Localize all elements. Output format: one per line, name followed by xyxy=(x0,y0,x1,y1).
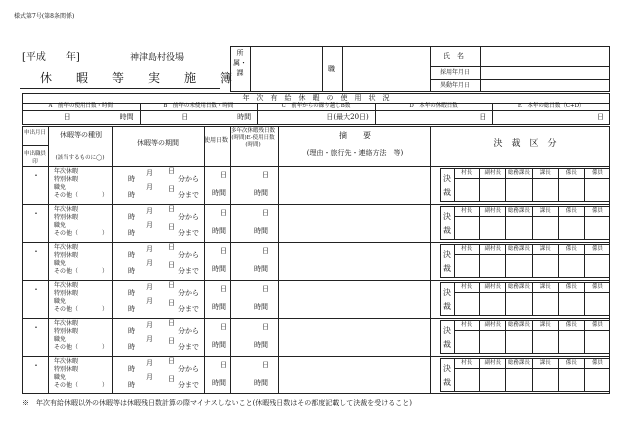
approver-seal-cell[interactable] xyxy=(559,216,585,240)
header-approver-seal: 申出職員印 xyxy=(24,151,47,165)
approver-title: 副村長 xyxy=(480,244,506,254)
approver-title: 課長 xyxy=(533,244,559,254)
summary-column-header: B 前年の未使用日数・時間 xyxy=(163,103,234,109)
approver-seal-cell[interactable] xyxy=(533,178,559,202)
approver-title: 総務課長 xyxy=(506,320,532,330)
approver-title: 副村長 xyxy=(480,168,506,178)
row-dot: ・ xyxy=(32,361,40,370)
days-used-unit: 日 xyxy=(220,323,227,331)
leave-type-option: 職免 xyxy=(54,298,67,305)
remaining-hours-unit: 時間 xyxy=(254,379,268,387)
approver-seal-cell[interactable] xyxy=(480,254,506,278)
period-from-part: 時 xyxy=(128,365,135,373)
period-from-part: 月 xyxy=(146,169,153,177)
approver-title: 係長 xyxy=(559,168,585,178)
approver-title: 村長 xyxy=(454,244,480,254)
period-from-part: 月 xyxy=(146,245,153,253)
remaining-days-unit: 日 xyxy=(262,171,269,179)
leave-type-option: 特別休暇 xyxy=(54,290,79,297)
approver-seal-cell[interactable] xyxy=(559,178,585,202)
period-to-part: 日 xyxy=(168,375,175,383)
approver-title: 係員 xyxy=(591,284,603,290)
approver-seal-cell[interactable] xyxy=(454,216,480,240)
leave-type-option: 特別休暇 xyxy=(54,366,79,373)
hours-used-unit: 時間 xyxy=(212,341,226,349)
period-to-part: 分まで xyxy=(178,267,199,275)
footnote: ※ 年次有給休暇以外の休暇等は休暇残日数計算の際マイナスしないこと(休暇残日数はその都度記載して決裁を受けること) xyxy=(22,399,413,407)
approver-title: 係長 xyxy=(559,206,585,216)
approver-seal-cell[interactable] xyxy=(454,368,480,392)
period-to-part: 日 xyxy=(168,185,175,193)
days-used-unit: 日 xyxy=(220,209,227,217)
period-from-part: 日 xyxy=(168,319,175,327)
approver-seal-cell[interactable] xyxy=(454,330,480,354)
leave-type-option: 特別休暇 xyxy=(54,214,79,221)
period-from-part: 時 xyxy=(128,251,135,259)
approver-grid xyxy=(454,168,610,202)
approver-grid xyxy=(454,320,610,354)
approver-seal-cell[interactable] xyxy=(454,254,480,278)
hours-used-unit: 時間 xyxy=(212,227,226,235)
leave-type-option: 特別休暇 xyxy=(54,252,79,259)
period-from-part: 分から xyxy=(178,175,199,183)
approver-seal-cell[interactable] xyxy=(506,254,532,278)
approver-seal-cell[interactable] xyxy=(506,292,532,316)
approver-seal-cell[interactable] xyxy=(480,178,506,202)
approver-title: 総務課長 xyxy=(506,168,532,178)
remaining-days-unit: 日 xyxy=(262,361,269,369)
approver-title: 係員 xyxy=(591,170,603,176)
remaining-days-unit: 日 xyxy=(262,247,269,255)
decision-label: 決裁 xyxy=(443,212,451,235)
summary-column-header: C 前年からの繰り越しB数 xyxy=(281,103,351,109)
summary-column-value: 日 時間 xyxy=(63,113,134,121)
approver-title: 課長 xyxy=(533,320,559,330)
leave-type-option: 職免 xyxy=(54,184,67,191)
period-to-part: 分まで xyxy=(178,381,199,389)
approver-title: 係長 xyxy=(559,358,585,368)
affiliation-label: 所属・課 xyxy=(233,49,247,77)
remaining-hours-unit: 時間 xyxy=(254,227,268,235)
period-to-part: 日 xyxy=(168,261,175,269)
header-summary-sub: (理由・旅行先・連絡方法 等) xyxy=(306,149,404,157)
remaining-days-unit: 日 xyxy=(262,323,269,331)
remaining-hours-unit: 時間 xyxy=(254,303,268,311)
approver-seal-cell[interactable] xyxy=(506,368,532,392)
approver-grid xyxy=(454,206,610,240)
period-to-part: 月 xyxy=(146,335,153,343)
period-to-part: 時 xyxy=(128,191,135,199)
leave-type-option: 職免 xyxy=(54,374,67,381)
summary-column-header: D 本年の休暇日数 xyxy=(409,103,458,109)
ledger-title: 休 暇 等 実 施 簿 xyxy=(40,71,233,85)
period-to-part: 時 xyxy=(128,343,135,351)
period-to-part: 日 xyxy=(168,223,175,231)
header-leave-type: 休暇等の種別 xyxy=(60,131,102,139)
leave-type-option: 特別休暇 xyxy=(54,176,79,183)
period-to-part: 時 xyxy=(128,267,135,275)
hours-used-unit: 時間 xyxy=(212,189,226,197)
hours-used-unit: 時間 xyxy=(212,379,226,387)
approver-title: 総務課長 xyxy=(506,282,532,292)
approver-seal-cell[interactable] xyxy=(559,292,585,316)
period-to-part: 分まで xyxy=(178,305,199,313)
leave-type-option: 職免 xyxy=(54,336,67,343)
approver-seal-cell[interactable] xyxy=(585,216,610,240)
row-dot: ・ xyxy=(32,323,40,332)
row-dot: ・ xyxy=(32,247,40,256)
leave-type-option: 特別休暇 xyxy=(54,328,79,335)
decision-label: 決裁 xyxy=(443,364,451,387)
approver-seal-cell[interactable] xyxy=(585,368,610,392)
approver-seal-cell[interactable] xyxy=(533,330,559,354)
period-to-part: 分まで xyxy=(178,343,199,351)
leave-type-option: 年次休暇 xyxy=(54,358,79,365)
period-from-part: 日 xyxy=(168,205,175,213)
hire-date-label: 採用年月日 xyxy=(440,69,471,76)
summary-column-header: A 前年の使用日数・時間 xyxy=(48,103,114,109)
days-used-unit: 日 xyxy=(220,247,227,255)
approver-title: 係員 xyxy=(591,246,603,252)
period-to-part: 日 xyxy=(168,299,175,307)
period-to-part: 月 xyxy=(146,183,153,191)
approver-seal-cell[interactable] xyxy=(533,368,559,392)
name-label: 氏 名 xyxy=(443,52,464,60)
approver-title: 村長 xyxy=(454,206,480,216)
decision-label: 決裁 xyxy=(443,174,451,197)
approver-seal-cell[interactable] xyxy=(506,178,532,202)
approver-seal-cell[interactable] xyxy=(559,368,585,392)
period-from-part: 月 xyxy=(146,321,153,329)
approver-grid xyxy=(454,358,610,392)
approver-seal-cell[interactable] xyxy=(585,178,610,202)
period-to-part: 時 xyxy=(128,229,135,237)
era-label: [平成 年] xyxy=(22,52,80,63)
period-from-part: 時 xyxy=(128,213,135,221)
approver-seal-cell[interactable] xyxy=(533,292,559,316)
summary-title: 年 次 有 給 休 暇 の 使 用 状 況 xyxy=(242,94,390,102)
period-from-part: 分から xyxy=(178,365,199,373)
period-from-part: 日 xyxy=(168,281,175,289)
approver-seal-cell[interactable] xyxy=(559,330,585,354)
remaining-days-unit: 日 xyxy=(262,209,269,217)
period-from-part: 日 xyxy=(168,167,175,175)
period-from-part: 月 xyxy=(146,283,153,291)
period-from-part: 時 xyxy=(128,327,135,335)
approver-title: 村長 xyxy=(454,320,480,330)
leave-type-option: その他（ ） xyxy=(54,344,109,351)
position-label: 職 xyxy=(328,65,335,73)
approver-title: 課長 xyxy=(533,168,559,178)
summary-column-value: 日 xyxy=(479,113,487,121)
header-days-used: 使用日数 xyxy=(204,137,229,144)
summary-column-value: 日 xyxy=(596,113,604,121)
employee-info-box xyxy=(230,46,610,92)
summary-column-value: 日(最大20日) xyxy=(326,113,369,121)
leave-type-option: その他（ ） xyxy=(54,382,109,389)
approver-title: 村長 xyxy=(454,358,480,368)
remaining-hours-unit: 時間 xyxy=(254,265,268,273)
approver-title: 係長 xyxy=(559,244,585,254)
period-from-part: 日 xyxy=(168,357,175,365)
approver-seal-cell[interactable] xyxy=(480,216,506,240)
approver-title: 係員 xyxy=(591,360,603,366)
period-from-part: 分から xyxy=(178,213,199,221)
approver-title: 総務課長 xyxy=(506,206,532,216)
leave-type-option: その他（ ） xyxy=(54,306,109,313)
approver-grid xyxy=(454,244,610,278)
approver-seal-cell[interactable] xyxy=(559,254,585,278)
approver-seal-cell[interactable] xyxy=(454,178,480,202)
leave-type-option: 年次休暇 xyxy=(54,206,79,213)
leave-type-option: その他（ ） xyxy=(54,268,109,275)
period-from-part: 分から xyxy=(178,327,199,335)
leave-type-option: 職免 xyxy=(54,222,67,229)
leave-type-option: 年次休暇 xyxy=(54,244,79,251)
leave-type-option: 年次休暇 xyxy=(54,282,79,289)
approver-grid xyxy=(454,282,610,316)
header-summary: 摘 要 xyxy=(339,131,371,140)
row-dot: ・ xyxy=(32,171,40,180)
approver-seal-cell[interactable] xyxy=(585,254,610,278)
title-underline xyxy=(20,88,220,89)
approver-seal-cell[interactable] xyxy=(506,216,532,240)
approver-seal-cell[interactable] xyxy=(506,330,532,354)
leave-type-option: 年次休暇 xyxy=(54,320,79,327)
approver-title: 係長 xyxy=(559,282,585,292)
remaining-days-unit: 日 xyxy=(262,285,269,293)
approver-title: 副村長 xyxy=(480,282,506,292)
period-from-part: 時 xyxy=(128,289,135,297)
decision-label: 決裁 xyxy=(443,288,451,311)
days-used-unit: 日 xyxy=(220,285,227,293)
period-to-part: 月 xyxy=(146,297,153,305)
approver-title: 係長 xyxy=(559,320,585,330)
period-to-part: 月 xyxy=(146,259,153,267)
office-name: 神津島村役場 xyxy=(130,53,185,63)
approver-seal-cell[interactable] xyxy=(480,368,506,392)
approver-title: 総務課長 xyxy=(506,358,532,368)
leave-type-option: その他（ ） xyxy=(54,192,109,199)
approver-title: 副村長 xyxy=(480,320,506,330)
approver-title: 係員 xyxy=(591,322,603,328)
approver-title: 村長 xyxy=(454,168,480,178)
period-to-part: 月 xyxy=(146,373,153,381)
remaining-hours-unit: 時間 xyxy=(254,189,268,197)
header-submit-date: 申出月日 xyxy=(23,130,46,136)
header-remaining: 多年次休暇残日数(時間)E-使用日数(時間) xyxy=(230,128,275,148)
approver-seal-cell[interactable] xyxy=(585,292,610,316)
period-from-part: 日 xyxy=(168,243,175,251)
days-used-unit: 日 xyxy=(220,171,227,179)
header-decision: 決 裁 区 分 xyxy=(493,139,557,149)
leave-type-option: 年次休暇 xyxy=(54,168,79,175)
approver-seal-cell[interactable] xyxy=(585,330,610,354)
approver-title: 副村長 xyxy=(480,358,506,368)
decision-label: 決裁 xyxy=(443,326,451,349)
leave-type-option: その他（ ） xyxy=(54,230,109,237)
approver-title: 課長 xyxy=(533,206,559,216)
period-from-part: 分から xyxy=(178,251,199,259)
approver-seal-cell[interactable] xyxy=(533,254,559,278)
summary-column-value: 日 時間 xyxy=(181,113,252,121)
period-to-part: 時 xyxy=(128,305,135,313)
approver-title: 村長 xyxy=(454,282,480,292)
approver-title: 課長 xyxy=(533,358,559,368)
approver-title: 総務課長 xyxy=(506,244,532,254)
header-leave-period: 休暇等の期間 xyxy=(137,139,179,147)
approver-seal-cell[interactable] xyxy=(454,292,480,316)
period-to-part: 時 xyxy=(128,381,135,389)
days-used-unit: 日 xyxy=(220,361,227,369)
approver-seal-cell[interactable] xyxy=(533,216,559,240)
hours-used-unit: 時間 xyxy=(212,303,226,311)
approver-title: 係員 xyxy=(591,208,603,214)
row-dot: ・ xyxy=(32,285,40,294)
period-to-part: 分まで xyxy=(178,229,199,237)
header-leave-type-note: (該当するものに◯) xyxy=(55,155,105,161)
approver-seal-cell[interactable] xyxy=(480,292,506,316)
period-from-part: 月 xyxy=(146,359,153,367)
period-from-part: 時 xyxy=(128,175,135,183)
remaining-hours-unit: 時間 xyxy=(254,341,268,349)
period-to-part: 分まで xyxy=(178,191,199,199)
period-to-part: 日 xyxy=(168,337,175,345)
row-dot: ・ xyxy=(32,209,40,218)
approver-seal-cell[interactable] xyxy=(480,330,506,354)
approver-title: 課長 xyxy=(533,282,559,292)
approver-title: 副村長 xyxy=(480,206,506,216)
form-number: 様式第7号(第8条関係) xyxy=(14,13,75,20)
period-to-part: 月 xyxy=(146,221,153,229)
summary-column-header: E 本年の総日数（C+D） xyxy=(517,103,585,109)
leave-type-option: 職免 xyxy=(54,260,67,267)
period-from-part: 分から xyxy=(178,289,199,297)
period-from-part: 月 xyxy=(146,207,153,215)
transfer-date-label: 異動年月日 xyxy=(440,82,471,89)
hours-used-unit: 時間 xyxy=(212,265,226,273)
decision-label: 決裁 xyxy=(443,250,451,273)
